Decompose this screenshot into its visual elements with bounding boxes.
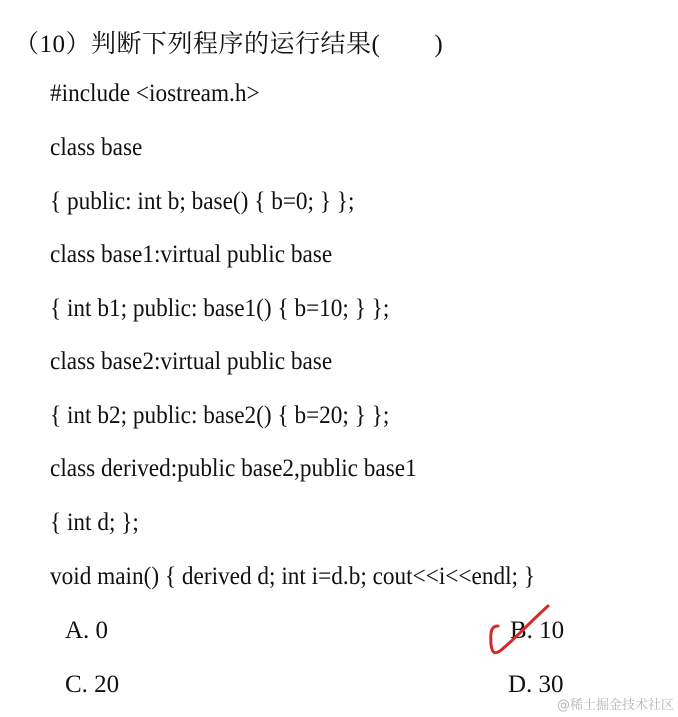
- code-line-10: void main() { derived d; int i=d.b; cout<<i<<endl; }: [50, 563, 535, 590]
- code-line-1: #include <iostream.h>: [50, 80, 260, 107]
- watermark: @稀土掘金技术社区: [556, 698, 674, 713]
- option-b: B. 10: [510, 617, 565, 644]
- code-line-2: class base: [50, 134, 143, 161]
- code-line-6: class base2:virtual public base: [50, 348, 333, 375]
- code-line-3: { public: int b; base() { b=0; } };: [50, 188, 355, 215]
- question-number: （10）: [14, 31, 92, 58]
- code-line-9: { int d; };: [50, 509, 139, 536]
- code-line-5: { int b1; public: base1() { b=10; } };: [50, 295, 390, 322]
- option-d: D. 30: [508, 671, 564, 698]
- answer-blank: ): [380, 31, 444, 58]
- code-line-8: class derived:public base2,public base1: [50, 455, 417, 482]
- option-a: A. 0: [65, 617, 109, 644]
- question-title: [14, 24, 443, 60]
- code-line-4: class base1:virtual public base: [50, 241, 333, 268]
- question-text: 判断下列程序的运行结果(: [91, 31, 381, 58]
- option-c: C. 20: [65, 671, 120, 698]
- red-check-mark-icon: [486, 604, 556, 660]
- code-line-7: { int b2; public: base2() { b=20; } };: [50, 402, 390, 429]
